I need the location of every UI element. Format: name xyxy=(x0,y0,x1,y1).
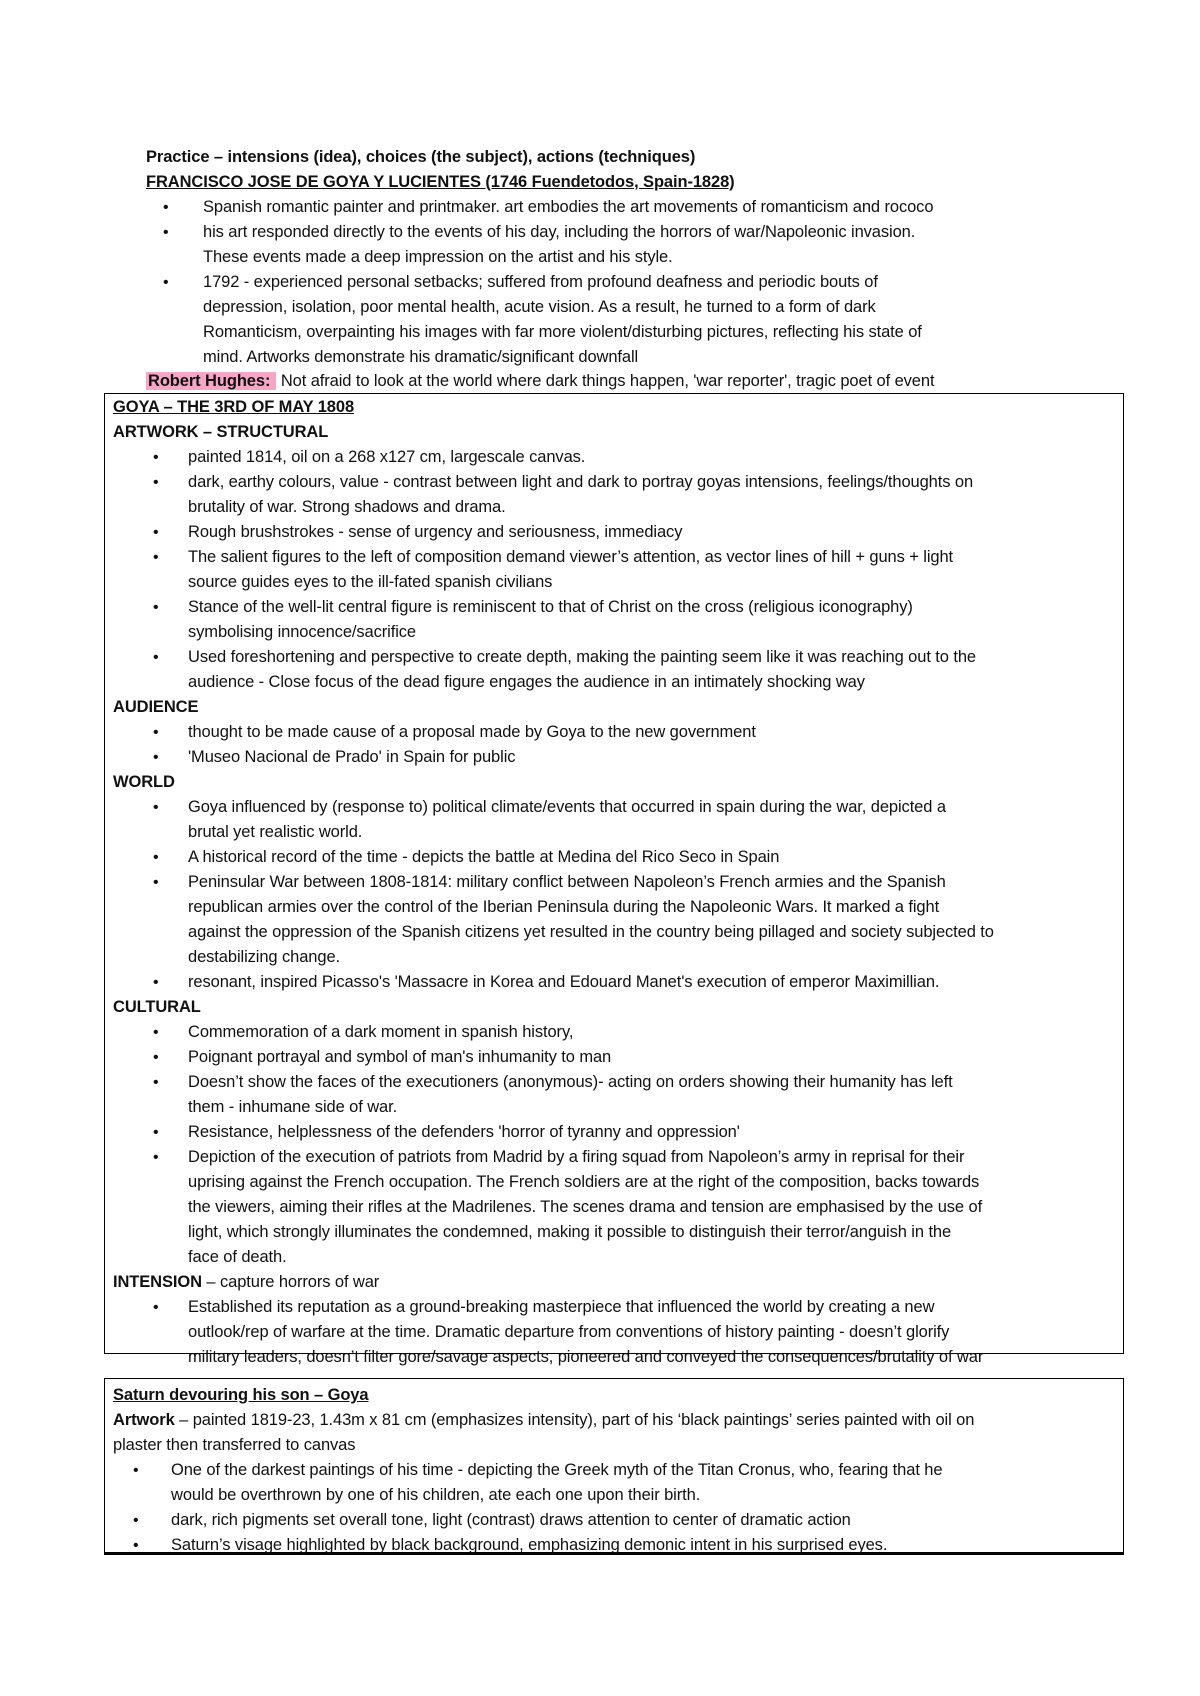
bullet-glyph: • xyxy=(153,749,159,766)
section-bullet-text: The salient figures to the left of composition demand viewer’s attention, as vector lines of hill + guns + light xyxy=(188,548,954,566)
section-heading-label: INTENSION xyxy=(113,1273,202,1291)
bullet-glyph: • xyxy=(163,199,169,216)
section-bullet-text: destabilizing change. xyxy=(188,948,341,966)
section-heading xyxy=(113,995,201,1020)
section-bullet-text: light, which strongly illuminates the condemned, making it possible to distinguish their terror/anguish in the xyxy=(188,1223,952,1241)
bullet-glyph: • xyxy=(133,1537,139,1554)
intro-bullet-text: Romanticism, overpainting his images with far more violent/disturbing pictures, reflecting his state of xyxy=(203,323,922,341)
artist-heading: FRANCISCO JOSE DE GOYA Y LUCIENTES (1746 Fuendetodos, Spain-1828) xyxy=(146,173,735,191)
intro-bullet-text: These events made a deep impression on the artist and his style. xyxy=(203,248,673,266)
bullet-glyph: • xyxy=(163,224,169,241)
quote-author: Robert Hughes: xyxy=(146,372,276,390)
saturn-bullet-text: Saturn’s visage highlighted by black background, emphasizing demonic intent in his surprised eyes. xyxy=(171,1536,888,1554)
section-bullet-text: resonant, inspired Picasso's 'Massacre in Korea and Edouard Manet's execution of emperor Maximillian. xyxy=(188,973,940,991)
section-bullet-text: symbolising innocence/sacrifice xyxy=(188,623,417,641)
saturn-bullet-text: dark, rich pigments set overall tone, light (contrast) draws attention to center of dramatic action xyxy=(171,1511,851,1529)
section-bullet-text: Established its reputation as a ground-breaking masterpiece that influenced the world by creating a new xyxy=(188,1298,935,1316)
bullet-glyph: • xyxy=(153,449,159,466)
section-bullet-text: A historical record of the time - depicts the battle at Medina del Rico Seco in Spain xyxy=(188,848,780,866)
practice-line: Practice – intensions (idea), choices (the subject), actions (techniques) xyxy=(146,148,696,166)
bullet-glyph: • xyxy=(153,524,159,541)
section-bullet-text: dark, earthy colours, value - contrast between light and dark to portray goyas intensions, feelings/thoughts on xyxy=(188,473,974,491)
bullet-glyph: • xyxy=(153,474,159,491)
quote-line xyxy=(146,369,934,394)
section-bullet-text: Stance of the well-lit central figure is reminiscent to that of Christ on the cross (religious iconography) xyxy=(188,598,913,616)
saturn-artwork-text-cont: plaster then transferred to canvas xyxy=(113,1436,356,1454)
section-bullet-text: thought to be made cause of a proposal made by Goya to the new government xyxy=(188,723,756,741)
bullet-glyph: • xyxy=(153,1299,159,1316)
section-heading-note: – capture horrors of war xyxy=(201,1273,380,1291)
bullet-glyph: • xyxy=(153,1074,159,1091)
section-heading-label: AUDIENCE xyxy=(113,698,199,716)
bullet-glyph: • xyxy=(153,1149,159,1166)
goya-box-title: GOYA – THE 3RD OF MAY 1808 xyxy=(113,398,355,416)
section-heading-label: WORLD xyxy=(113,773,175,791)
saturn-artwork-label: Artwork xyxy=(113,1411,175,1429)
section-bullet-text: Depiction of the execution of patriots from Madrid by a firing squad from Napoleon’s army in reprisal for their xyxy=(188,1148,965,1166)
bullet-glyph: • xyxy=(163,274,169,291)
section-heading-label: ARTWORK – STRUCTURAL xyxy=(113,423,329,441)
bullet-glyph: • xyxy=(153,649,159,666)
bullet-glyph: • xyxy=(153,724,159,741)
intro-bullet-text: his art responded directly to the events of his day, including the horrors of war/Napoleonic invasion. xyxy=(203,223,916,241)
bullet-glyph: • xyxy=(133,1512,139,1529)
bullet-glyph: • xyxy=(153,1124,159,1141)
saturn-bullet-text: One of the darkest paintings of his time - depicting the Greek myth of the Titan Cronus, who, fearing that he xyxy=(171,1461,943,1479)
section-bullet-text: brutal yet realistic world. xyxy=(188,823,363,841)
saturn-box-title: Saturn devouring his son – Goya xyxy=(113,1386,369,1404)
section-bullet-text: uprising against the French occupation. The French soldiers are at the right of the composition, backs towards xyxy=(188,1173,980,1191)
section-bullet-text: Resistance, helplessness of the defenders 'horror of tyranny and oppression' xyxy=(188,1123,740,1141)
bullet-glyph: • xyxy=(153,849,159,866)
section-bullet-text: against the oppression of the Spanish citizens yet resulted in the country being pillaged and society subjected to xyxy=(188,923,994,941)
section-bullet-text: Doesn’t show the faces of the executioners (anonymous)- acting on orders showing their humanity has left xyxy=(188,1073,953,1091)
section-bullet-text: face of death. xyxy=(188,1248,287,1266)
section-bullet-text: 'Museo Nacional de Prado' in Spain for public xyxy=(188,748,516,766)
bullet-glyph: • xyxy=(133,1462,139,1479)
bullet-glyph: • xyxy=(153,549,159,566)
section-bullet-text: brutality of war. Strong shadows and drama. xyxy=(188,498,506,516)
saturn-artwork-line xyxy=(113,1408,974,1433)
section-bullet-text: outlook/rep of warfare at the time. Dramatic departure from conventions of history painting - doesn’t glorify xyxy=(188,1323,950,1341)
bullet-glyph: • xyxy=(153,974,159,991)
section-bullet-text: Commemoration of a dark moment in spanish history, xyxy=(188,1023,574,1041)
bullet-glyph: • xyxy=(153,799,159,816)
section-heading xyxy=(113,695,198,720)
bullet-glyph: • xyxy=(153,874,159,891)
section-bullet-text: painted 1814, oil on a 268 x127 cm, largescale canvas. xyxy=(188,448,586,466)
section-bullet-text: Used foreshortening and perspective to create depth, making the painting seem like it was reaching out to the xyxy=(188,648,976,666)
section-bullet-text: them - inhumane side of war. xyxy=(188,1098,398,1116)
quote-text: Not afraid to look at the world where dark things happen, 'war reporter', tragic poet of event xyxy=(280,372,935,390)
section-bullet-text: Rough brushstrokes - sense of urgency and seriousness, immediacy xyxy=(188,523,683,541)
section-heading xyxy=(113,770,175,795)
intro-bullet-text: depression, isolation, poor mental health, acute vision. As a result, he turned to a form of dark xyxy=(203,298,876,316)
bullet-glyph: • xyxy=(153,1024,159,1041)
intro-bullet-text: mind. Artworks demonstrate his dramatic/significant downfall xyxy=(203,348,639,366)
section-bullet-text: audience - Close focus of the dead figure engages the audience in an intimately shocking way xyxy=(188,673,865,691)
section-bullet-text: republican armies over the control of the Iberian Peninsula during the Napoleonic Wars. It marked a fight xyxy=(188,898,940,916)
section-bullet-text: the viewers, aiming their rifles at the Madrilenes. The scenes drama and tension are emphasised by the use of xyxy=(188,1198,983,1216)
saturn-artwork-text: – painted 1819-23, 1.43m x 81 cm (emphasizes intensity), part of his ‘black paintings’ series painted with oil on xyxy=(174,1411,975,1429)
section-bullet-text: source guides eyes to the ill-fated spanish civilians xyxy=(188,573,553,591)
intro-bullet-text: Spanish romantic painter and printmaker. art embodies the art movements of romanticism and rococo xyxy=(203,198,934,216)
section-heading xyxy=(113,420,328,445)
bullet-glyph: • xyxy=(153,599,159,616)
section-bullet-text: Goya influenced by (response to) political climate/events that occurred in spain during the war, depicted a xyxy=(188,798,946,816)
section-bullet-text: Poignant portrayal and symbol of man's inhumanity to man xyxy=(188,1048,612,1066)
section-bullet-text: military leaders, doesn’t filter gore/savage aspects, pioneered and conveyed the consequences/brutality of war xyxy=(188,1348,984,1366)
section-heading xyxy=(113,1270,379,1295)
saturn-bullet-text: would be overthrown by one of his children, ate each one upon their birth. xyxy=(171,1486,701,1504)
section-bullet-text: Peninsular War between 1808-1814: military conflict between Napoleon’s French armies and the Spanish xyxy=(188,873,946,891)
intro-bullet-text: 1792 - experienced personal setbacks; suffered from profound deafness and periodic bouts of xyxy=(203,273,878,291)
bullet-glyph: • xyxy=(153,1049,159,1066)
section-heading-label: CULTURAL xyxy=(113,998,201,1016)
